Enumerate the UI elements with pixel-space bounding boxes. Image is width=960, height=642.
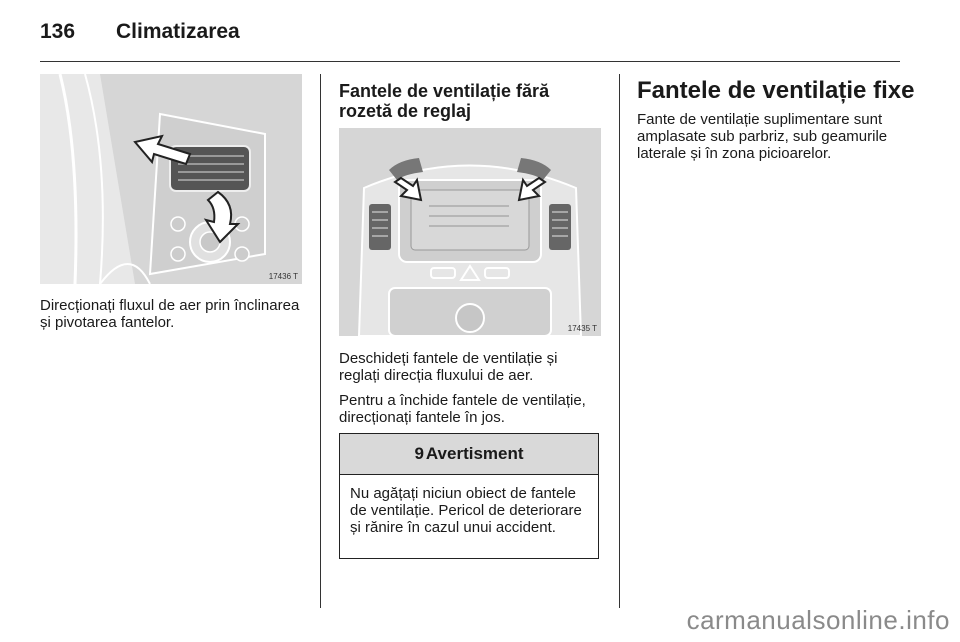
figure-code: 17436 T — [268, 272, 298, 281]
warning-title: Avertisment — [425, 444, 524, 463]
watermark: carmanualsonline.info — [686, 605, 950, 635]
section-heading-adjustable-vents: Fantele de ventilație fără rozetă de reglaj — [339, 81, 550, 121]
side-vent-illustration — [40, 74, 302, 284]
warning-box — [339, 433, 599, 559]
section-heading-fixed-vents: Fantele de ventilație fixe — [637, 77, 915, 104]
warning-header — [340, 434, 598, 475]
page-number: 136 — [40, 20, 76, 43]
left-paragraph: Direcționați fluxul de aer prin înclinarea și pivotarea fantelor. — [40, 297, 300, 331]
middle-paragraph-2: Pentru a închide fantele de ventilație, direcționați fantele în jos. — [339, 392, 586, 426]
middle-paragraph-1: Deschideți fantele de ventilație și reglați direcția fluxului de aer. — [339, 350, 558, 384]
page-title: Climatizarea — [116, 20, 240, 43]
warning-symbol: 9 — [414, 444, 424, 463]
center-vents-illustration — [339, 128, 601, 336]
column-divider-2 — [619, 74, 620, 608]
header-divider — [40, 61, 900, 62]
column-divider-1 — [320, 74, 321, 608]
right-paragraph: Fante de ventilație suplimentare sunt amplasate sub parbriz, sub geamurile laterale și în zona picioarelor. — [637, 111, 888, 162]
warning-text: Nu agățați niciun obiect de fantele de ventilație. Pericol de deteriorare și rănire în cazul unui accident. — [350, 485, 582, 536]
figure-code: 17435 T — [567, 324, 597, 333]
